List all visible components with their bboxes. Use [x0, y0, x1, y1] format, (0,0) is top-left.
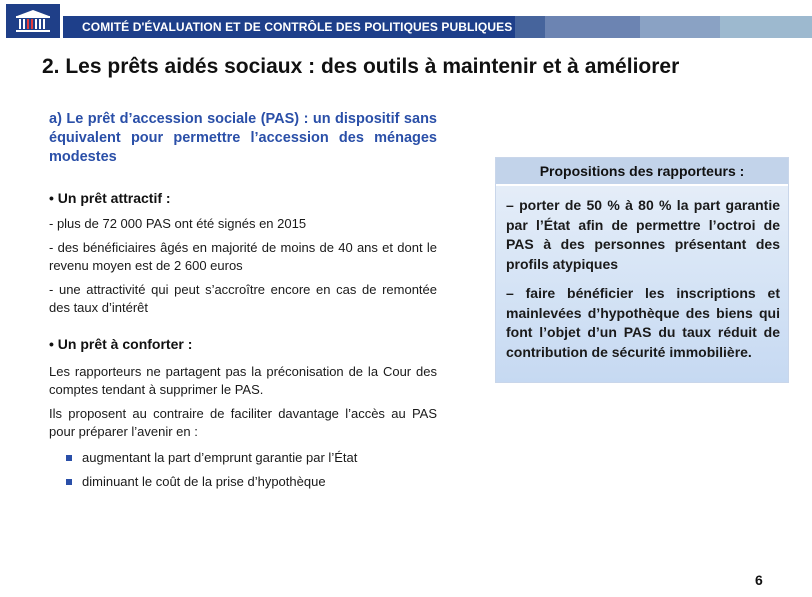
propositions-box [495, 157, 789, 383]
list-item-text: diminuant le coût de la prise d’hypothèque [82, 474, 326, 489]
left-column [49, 110, 437, 497]
conforter-paragraph: Ils proposent au contraire de faciliter davantage l’accès au PAS pour préparer l’avenir en : [49, 406, 437, 439]
attractive-item: - plus de 72 000 PAS ont été signés en 2015 [49, 216, 307, 231]
proposal-list [49, 449, 437, 491]
header-band [63, 16, 812, 38]
square-bullet-icon [66, 455, 72, 461]
list-item-text: augmentant la part d’emprunt garantie par l’État [82, 450, 358, 465]
section-attractive-heading: • Un prêt attractif : [49, 190, 171, 206]
header-band-segment [515, 16, 545, 38]
attractive-item: - une attractivité qui peut s’accroître encore en cas de remontée des taux d’intérêt [49, 282, 437, 315]
header-band-segment [640, 16, 720, 38]
attractive-item: - des bénéficiaires âgés en majorité de moins de 40 ans et dont le revenu moyen est de 2 600 euros [49, 240, 437, 273]
list-item [49, 473, 437, 491]
header-band-segment [545, 16, 640, 38]
square-bullet-icon [66, 479, 72, 485]
proposition-item: – faire bénéficier les inscriptions et mainlevées d’hypothèque des biens qui font l’objet d’un PAS du taux réduit de contribution de sécurité immobilière. [506, 285, 780, 360]
header [0, 0, 812, 42]
list-item [49, 449, 437, 467]
propositions-heading: Propositions des rapporteurs : [496, 158, 788, 186]
header-band-title-area [63, 16, 515, 38]
proposition-item: – porter de 50 % à 80 % la part garantie par l’État afin de permettre l’octroi de PAS à des personnes présentant des profils atypiques [506, 197, 780, 272]
slide-title: 2. Les prêts aidés sociaux : des outils à maintenir et à améliorer [42, 55, 680, 78]
header-band-segment [720, 16, 812, 38]
pas-subheading: a) Le prêt d’accession sociale (PAS) : un dispositif sans équivalent pour permettre l’accession des ménages modestes [49, 111, 437, 165]
conforter-paragraph: Les rapporteurs ne partagent pas la préconisation de la Cour des comptes tendant à supprimer le PAS. [49, 364, 437, 397]
page-number: 6 [755, 572, 763, 588]
header-band-title: COMITÉ D'ÉVALUATION ET DE CONTRÔLE DES POLITIQUES PUBLIQUES [82, 20, 513, 34]
assemblee-nationale-logo-icon [6, 4, 60, 38]
section-conforter-heading: • Un prêt à conforter : [49, 336, 193, 352]
